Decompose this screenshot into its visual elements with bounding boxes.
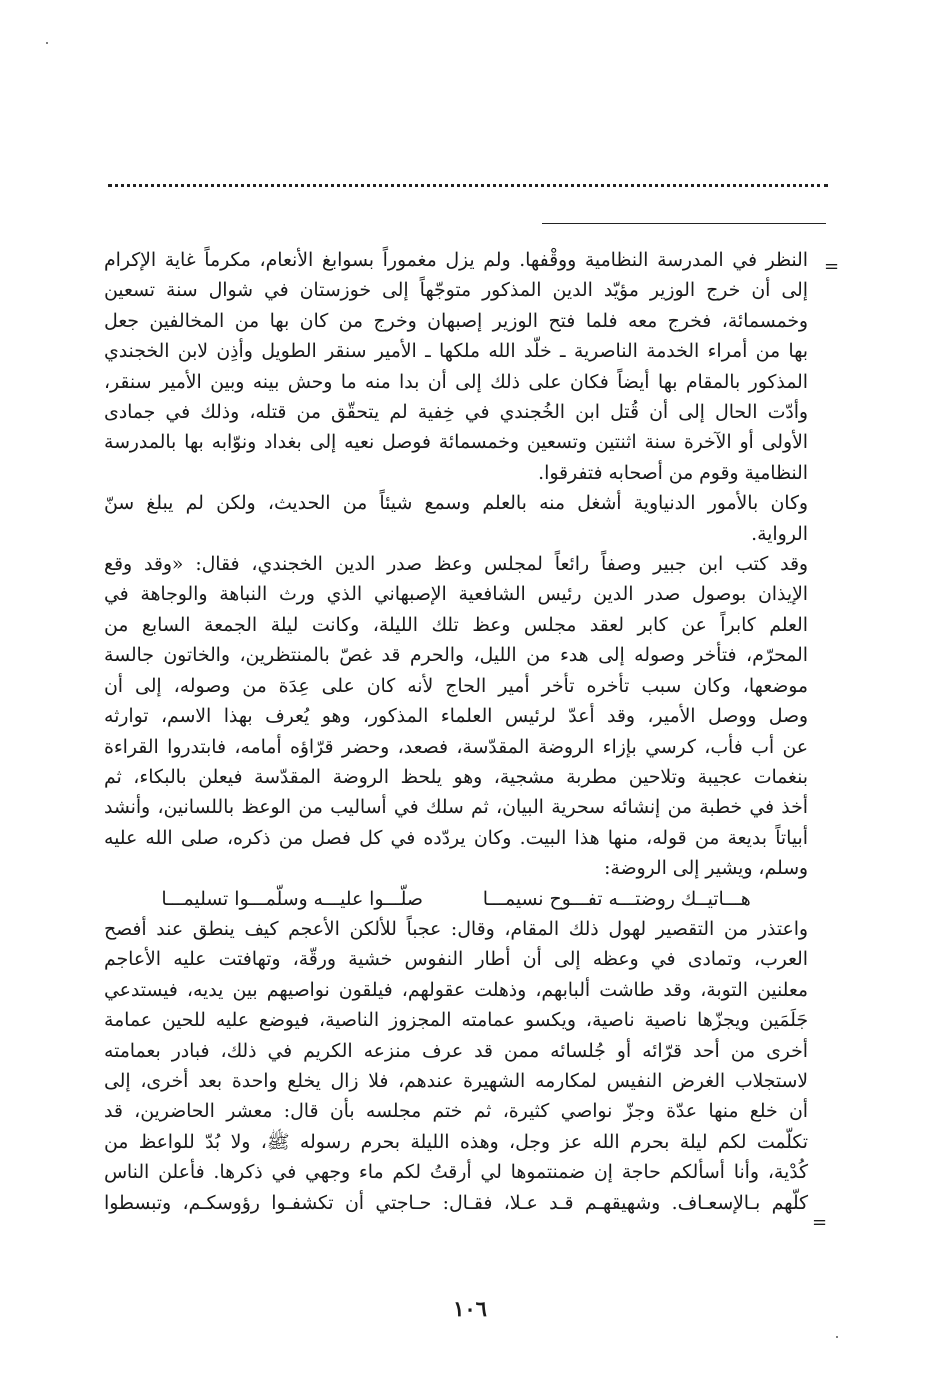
text-line: أخرى من أحد قرّائه أو جُلسائه ممن قد عرف منزعه الكريم في ذلك، فبادر بعمامته — [104, 1040, 808, 1062]
text-line: بنغمات عجيبة وتلاحين مطربة مشجية، وهو يلحظ الروضة المقدّسة فيعلن بالبكاء، ثم — [104, 766, 808, 788]
verse-hemistich-first: هـــاتيــك روضتـــه تفـــوح نسيمـــا — [482, 888, 751, 910]
text-line: وخمسمائة، فخرج معه فلما فتح الوزير إصبهان وخرج من كان بها من المخالفين جعل — [104, 310, 808, 332]
paragraph-4 — [104, 915, 808, 1219]
text-line: النظامية وقوم من أصحابه فتفرقوا. — [538, 462, 808, 484]
header-dotted-rule — [108, 184, 828, 187]
text-line: عن أب فأب، كرسي بإزاء الروضة المقدّسة، فصعد، وحضر قرّاؤه أمامه، فابتدروا القراءة — [104, 736, 808, 758]
text-line: أن خلع منها عدّة وجزّ نواصي كثيرة، ثم ختم مجلسه بأن قال: معشر الحاضرين، قد — [104, 1101, 808, 1123]
text-line: الأولى أو الآخرة سنة اثنتين وتسعين وخمسمائة فوصل نعيه إلى بغداد ونوّابه بها بالمدرسة — [104, 432, 808, 454]
text-line: أبياتاً بديعة من قوله، منها هذا البيت. وكان يردّده في كل فصل من ذكره، صلى الله عليه — [104, 827, 808, 849]
text-line: المذكور بالمقام بها أيضاً فكان على ذلك إلى أن بدا منه ما وحش بينه وبين الأمير سنقر، — [104, 371, 808, 393]
scan-speck — [836, 1336, 838, 1338]
text-line: وسلم، ويشير إلى الروضة: — [604, 858, 808, 880]
text-line: الإيذان بوصول صدر الدين رئيس الشافعية الإصبهاني الذي ورث النباهة والوجاهة في — [104, 584, 808, 606]
scan-speck — [46, 42, 48, 44]
continuation-mark-top: = — [824, 256, 840, 277]
text-line: موضعها، وكان سبب تأخره تأخر أمير الحاج لأنه كان على عِدَة من وصوله، إلى أن — [104, 675, 808, 697]
text-line: وكان بالأمور الدنياوية أشغل منه بالعلم وسمع شيئاً من الحديث، ولكن لم يبلغ سنّ — [104, 493, 808, 515]
text-line: المحرّم، فتأخر وصوله إلى هدء من الليل، والحرم قد غصّ بالمنتظرين، والخاتون جالسة — [104, 645, 808, 667]
paragraph-2 — [104, 489, 808, 550]
paragraph-3 — [104, 550, 808, 884]
text-line: جَلَمَين ويجزّها ناصية ناصية، ويكسو عمامته المجزوز الناصية، فيوضع عليه للحين عمامة — [104, 1010, 808, 1032]
text-line: الرواية. — [751, 523, 808, 545]
continuation-mark-bottom: = — [812, 1212, 828, 1233]
footnote-separator-rule — [542, 223, 826, 224]
text-line: تكلّمت لكم ليلة بحرم الله عز وجل، وهذه الليلة بحرم رسوله ﷺ، ولا بُدّ للواعظ من — [104, 1131, 808, 1153]
text-line: كلّهم بـالإسعـاف. وشهيقهـم قـد عـلا، فقـال: حـاجتي أن تكشفـوا رؤوسكـم، وتبسطوا — [104, 1192, 808, 1214]
text-line: وأدّت الحال إلى أن قُتل ابن الخُجندي في خِفية لم يتحقّق من قتله، وذلك في جمادى — [104, 402, 808, 424]
text-line: النظر في المدرسة النظامية ووقْفها. ولم يزل مغموراً بسوابغ الأنعام، مكرماً غاية الإكرام — [104, 250, 808, 271]
text-line: العرب، وتمادى في وعظه إلى أن أطار النفوس خشية ورقّة، وتهافتت عليه الأعاجم — [104, 949, 808, 971]
text-line: وصل ووصل الأمير، وقد أعدّ لرئيس العلماء المذكور، وهو يُعرف بهذا الاسم، توارثه — [104, 706, 808, 728]
text-line: أخذ في خطبة من إنشائه سحرية البيان، ثم سلك في أساليب من الوعظ باللسانين، وأنشد — [104, 797, 808, 819]
verse-hemistich-second: صلّـــوا عليـــه وسلّمـــوا تسليمـــا — [161, 888, 423, 910]
text-line: بها من أمراء الخدمة الناصرية ـ خلّد الله ملكها ـ الأمير سنقر الطويل وأذِن لابن الخجندي — [104, 341, 808, 363]
body-text — [104, 246, 808, 1219]
text-line: كُدْية، وأنا أسألكم حاجة إن ضمنتموها لي أرقتُ لكم ماء وجهي في ذكرها. فأعلن الناس — [104, 1162, 808, 1184]
text-line: العلم كابراً عن كابر لعقد مجلس وعظ تلك الليلة، وكانت ليلة الجمعة السابع من — [104, 614, 808, 636]
poetry-verse — [104, 885, 808, 915]
text-line: إلى أن خرج الوزير مؤيّد الدين المذكور متوجّهاً إلى خوزستان في شوال سنة تسعين — [104, 280, 808, 302]
text-line: واعتذر من التقصير لهول ذلك المقام، وقال: عجباً للألكن الأعجم كيف ينطق عند أفصح — [104, 918, 808, 940]
text-line: وقد كتب ابن جبير وصفاً رائعاً لمجلس وعظ صدر الدين الخجندي، فقال: «وقد وقع — [104, 554, 808, 576]
page-number: ١٠٦ — [453, 1296, 487, 1321]
text-line: معلنين التوبة، وقد طاشت ألبابهم، وذهلت عقولهم، فيلقون نواصيهم بين يديه، فيستدعي — [104, 979, 808, 1001]
text-line: لاستجلاب الغرض النفيس لمكارمه الشهيرة عندهم، فلا زال يخلع واحدة بعد أخرى، إلى — [104, 1070, 808, 1092]
paragraph-1 — [104, 246, 808, 489]
